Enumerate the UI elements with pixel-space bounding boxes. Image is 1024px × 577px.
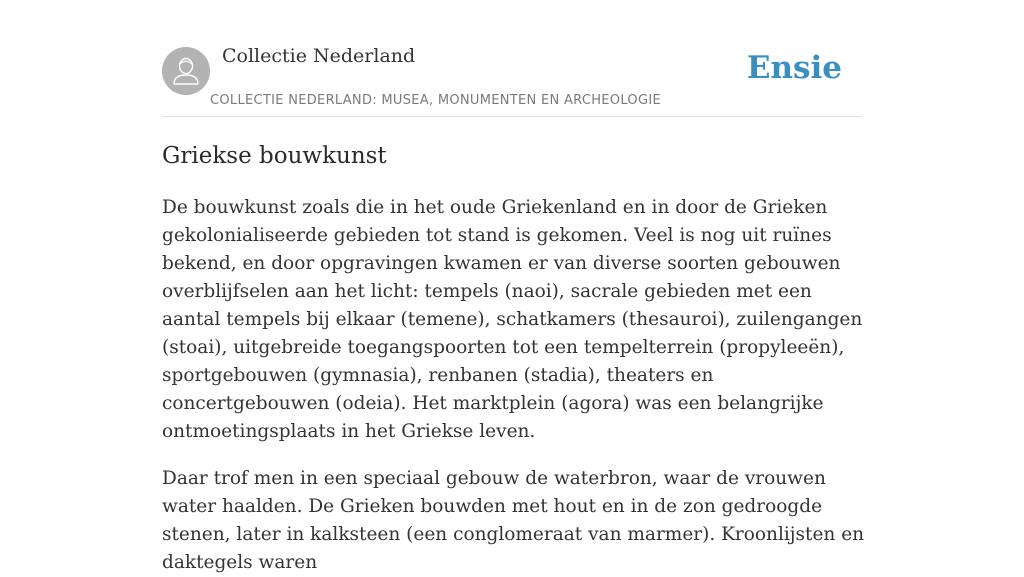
author-avatar[interactable] <box>162 47 210 95</box>
collection-link[interactable]: COLLECTIE NEDERLAND: MUSEA, MONUMENTEN EN ARCHEOLOGIE <box>210 93 661 108</box>
article-header <box>162 0 862 117</box>
ensie-logo[interactable]: Ensie <box>746 50 842 86</box>
article-title: Griekse bouwkunst <box>162 143 387 169</box>
article-page <box>162 0 865 577</box>
article-paragraph-2: Daar trof men in een speciaal gebouw de waterbron, waar de vrouwen water haalden. De Grieken bouwden met hout en in de zon gedroogde stenen, later in kalksteen (een conglomeraat van marmer). Kroonlijsten en daktegels waren <box>162 468 865 573</box>
author-name-link[interactable]: Collectie Nederland <box>222 45 416 67</box>
article-paragraph-1: De bouwkunst zoals die in het oude Griekenland en in door de Grieken gekolonialiseerde gebieden tot stand is gekomen. Veel is nog uit ruïnes bekend, en door opgravingen kwamen er van diverse soorten gebouwen overblijfselen aan het licht: tempels (naoi), sacrale gebieden met een aantal tempels bij elkaar (temene), schatkamers (thesauroi), zuilengangen (stoai), uitgebreide toegangspoorten tot een tempelterrein (propyleeën), sportgebouwen (gymnasia), renbanen (stadia), theaters en concertgebouwen (odeia). Het marktplein (agora) was een belangrijke ontmoetingsplaats in het Griekse leven. <box>162 197 863 442</box>
user-placeholder-icon <box>162 47 210 95</box>
